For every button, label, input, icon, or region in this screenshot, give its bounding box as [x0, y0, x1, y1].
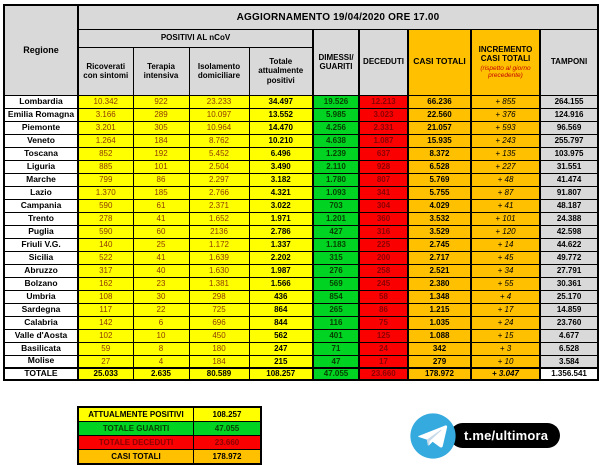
summary-label: TOTALE GUARITI — [78, 422, 194, 436]
table-row — [4, 342, 598, 355]
cell-tamponi: 31.551 — [540, 160, 598, 173]
cell-dimessi: 265 — [313, 303, 359, 316]
table-row — [4, 251, 598, 264]
cell-totale-positivi: 14.470 — [249, 121, 313, 134]
table-row — [4, 121, 598, 134]
cell-casi-totali: 1.215 — [408, 303, 471, 316]
cell-terapia: 22 — [133, 303, 189, 316]
cell-casi-totali: 279 — [408, 355, 471, 368]
cell-casi-totali: 22.560 — [408, 108, 471, 121]
table-row — [4, 134, 598, 147]
region-name: Valle d'Aosta — [4, 329, 78, 342]
cell-incremento: + 48 — [471, 173, 540, 186]
cell-isolamento: 2.504 — [189, 160, 249, 173]
cell-isolamento: 1.639 — [189, 251, 249, 264]
cell-casi-totali: 1.088 — [408, 329, 471, 342]
cell-dimessi: 4.256 — [313, 121, 359, 134]
cell-isolamento: 1.381 — [189, 277, 249, 290]
cell-totale-positivi: 6.496 — [249, 147, 313, 160]
column-header-casi-totali: CASI TOTALI — [408, 29, 471, 95]
cell-dimessi: 19.526 — [313, 95, 359, 108]
cell-tamponi: 49.772 — [540, 251, 598, 264]
cell-tamponi: 24.388 — [540, 212, 598, 225]
table-row — [4, 173, 598, 186]
cell-totale-positivi: 13.552 — [249, 108, 313, 121]
table-row — [4, 108, 598, 121]
summary-row — [78, 422, 261, 436]
region-name: Marche — [4, 173, 78, 186]
cell-incremento: + 855 — [471, 95, 540, 108]
cell-casi-totali: 15.935 — [408, 134, 471, 147]
cell-tamponi: 23.760 — [540, 316, 598, 329]
cell-incremento: + 24 — [471, 316, 540, 329]
totale-positivi: 108.257 — [249, 368, 313, 380]
telegram-link[interactable] — [410, 413, 560, 459]
cell-terapia: 192 — [133, 147, 189, 160]
cell-ricoverati: 1.370 — [78, 186, 133, 199]
cell-incremento: + 55 — [471, 277, 540, 290]
cell-incremento: + 41 — [471, 199, 540, 212]
incremento-note: (rispetto al giorno precedente) — [480, 64, 531, 79]
region-name: Toscana — [4, 147, 78, 160]
totale-tamponi: 1.356.541 — [540, 368, 598, 380]
cell-deceduti: 17 — [359, 355, 408, 368]
cell-totale-positivi: 1.971 — [249, 212, 313, 225]
totale-deceduti: 23.660 — [359, 368, 408, 380]
cell-ricoverati: 3.166 — [78, 108, 133, 121]
summary-value: 47.055 — [194, 422, 262, 436]
cell-dimessi: 71 — [313, 342, 359, 355]
cell-terapia: 23 — [133, 277, 189, 290]
cell-terapia: 184 — [133, 134, 189, 147]
cell-dimessi: 47 — [313, 355, 359, 368]
region-name: Liguria — [4, 160, 78, 173]
totale-row — [4, 368, 598, 380]
cell-incremento: + 15 — [471, 329, 540, 342]
cell-terapia: 41 — [133, 251, 189, 264]
summary-body — [78, 407, 261, 464]
cell-deceduti: 75 — [359, 316, 408, 329]
region-name: Lazio — [4, 186, 78, 199]
totale-terapia: 2.635 — [133, 368, 189, 380]
cell-dimessi: 2.110 — [313, 160, 359, 173]
totale-isolamento: 80.589 — [189, 368, 249, 380]
cell-deceduti: 200 — [359, 251, 408, 264]
cell-ricoverati: 799 — [78, 173, 133, 186]
region-name: Abruzzo — [4, 264, 78, 277]
incremento-label: INCREMENTO CASI TOTALI — [478, 45, 533, 64]
table-row — [4, 303, 598, 316]
cell-casi-totali: 5.769 — [408, 173, 471, 186]
covid-region-table — [3, 4, 599, 381]
cell-terapia: 86 — [133, 173, 189, 186]
cell-terapia: 8 — [133, 342, 189, 355]
cell-tamponi: 41.474 — [540, 173, 598, 186]
cell-deceduti: 125 — [359, 329, 408, 342]
cell-isolamento: 8.762 — [189, 134, 249, 147]
column-header-incremento — [471, 29, 540, 95]
cell-tamponi: 30.361 — [540, 277, 598, 290]
cell-deceduti: 225 — [359, 238, 408, 251]
cell-casi-totali: 3.532 — [408, 212, 471, 225]
column-header-isolamento: Isolamento domiciliare — [189, 47, 249, 95]
cell-dimessi: 854 — [313, 290, 359, 303]
cell-terapia: 4 — [133, 355, 189, 368]
column-header-tamponi: TAMPONI — [540, 29, 598, 95]
cell-terapia: 6 — [133, 316, 189, 329]
cell-isolamento: 1.172 — [189, 238, 249, 251]
cell-deceduti: 12.213 — [359, 95, 408, 108]
region-name: Trento — [4, 212, 78, 225]
cell-incremento: + 243 — [471, 134, 540, 147]
region-name: Friuli V.G. — [4, 238, 78, 251]
cell-incremento: + 101 — [471, 212, 540, 225]
column-header-dimessi: DIMESSI/ GUARITI — [313, 29, 359, 95]
cell-totale-positivi: 34.497 — [249, 95, 313, 108]
table-row — [4, 212, 598, 225]
cell-totale-positivi: 844 — [249, 316, 313, 329]
cell-incremento: + 376 — [471, 108, 540, 121]
cell-tamponi: 25.170 — [540, 290, 598, 303]
summary-label: TOTALE DECEDUTI — [78, 436, 194, 450]
cell-ricoverati: 117 — [78, 303, 133, 316]
cell-deceduti: 304 — [359, 199, 408, 212]
cell-tamponi: 124.916 — [540, 108, 598, 121]
region-name: Basilicata — [4, 342, 78, 355]
cell-terapia: 10 — [133, 329, 189, 342]
cell-incremento: + 593 — [471, 121, 540, 134]
cell-ricoverati: 140 — [78, 238, 133, 251]
bottom-section — [0, 406, 600, 465]
cell-totale-positivi: 562 — [249, 329, 313, 342]
summary-row — [78, 450, 261, 465]
region-name: Calabria — [4, 316, 78, 329]
cell-dimessi: 315 — [313, 251, 359, 264]
cell-tamponi: 103.975 — [540, 147, 598, 160]
cell-casi-totali: 1.348 — [408, 290, 471, 303]
cell-incremento: + 227 — [471, 160, 540, 173]
page-title: AGGIORNAMENTO 19/04/2020 ORE 17.00 — [78, 5, 598, 29]
cell-terapia: 185 — [133, 186, 189, 199]
cell-dimessi: 427 — [313, 225, 359, 238]
cell-isolamento: 10.097 — [189, 108, 249, 121]
table-row — [4, 264, 598, 277]
cell-terapia: 289 — [133, 108, 189, 121]
cell-ricoverati: 27 — [78, 355, 133, 368]
region-name: Campania — [4, 199, 78, 212]
cell-dimessi: 4.638 — [313, 134, 359, 147]
table-row — [4, 277, 598, 290]
cell-casi-totali: 3.529 — [408, 225, 471, 238]
cell-tamponi: 48.187 — [540, 199, 598, 212]
cell-dimessi: 569 — [313, 277, 359, 290]
cell-terapia: 922 — [133, 95, 189, 108]
cell-incremento: + 3 — [471, 342, 540, 355]
cell-incremento: + 135 — [471, 147, 540, 160]
telegram-handle[interactable]: t.me/ultimora — [450, 423, 560, 448]
table-row — [4, 160, 598, 173]
cell-dimessi: 401 — [313, 329, 359, 342]
column-header-deceduti: DECEDUTI — [359, 29, 408, 95]
cell-ricoverati: 590 — [78, 225, 133, 238]
table-row — [4, 95, 598, 108]
cell-dimessi: 276 — [313, 264, 359, 277]
cell-ricoverati: 590 — [78, 199, 133, 212]
cell-casi-totali: 2.745 — [408, 238, 471, 251]
cell-isolamento: 2.766 — [189, 186, 249, 199]
cell-deceduti: 245 — [359, 277, 408, 290]
totale-casi: 178.972 — [408, 368, 471, 380]
cell-totale-positivi: 436 — [249, 290, 313, 303]
cell-incremento: + 17 — [471, 303, 540, 316]
summary-value: 178.972 — [194, 450, 262, 465]
cell-terapia: 41 — [133, 212, 189, 225]
cell-dimessi: 1.201 — [313, 212, 359, 225]
cell-dimessi: 1.780 — [313, 173, 359, 186]
cell-deceduti: 258 — [359, 264, 408, 277]
table-row — [4, 355, 598, 368]
totale-label: TOTALE — [4, 368, 78, 380]
cell-tamponi: 6.528 — [540, 342, 598, 355]
cell-dimessi: 703 — [313, 199, 359, 212]
cell-tamponi: 3.584 — [540, 355, 598, 368]
cell-isolamento: 180 — [189, 342, 249, 355]
totale-ricoverati: 25.033 — [78, 368, 133, 380]
cell-isolamento: 450 — [189, 329, 249, 342]
cell-isolamento: 23.233 — [189, 95, 249, 108]
region-name: Lombardia — [4, 95, 78, 108]
cell-ricoverati: 142 — [78, 316, 133, 329]
telegram-icon[interactable] — [410, 413, 456, 459]
cell-terapia: 40 — [133, 264, 189, 277]
column-header-ricoverati: Ricoverati con sintomi — [78, 47, 133, 95]
cell-totale-positivi: 2.786 — [249, 225, 313, 238]
cell-casi-totali: 5.755 — [408, 186, 471, 199]
cell-ricoverati: 3.201 — [78, 121, 133, 134]
summary-value: 23.660 — [194, 436, 262, 450]
cell-ricoverati: 102 — [78, 329, 133, 342]
cell-tamponi: 4.677 — [540, 329, 598, 342]
cell-totale-positivi: 247 — [249, 342, 313, 355]
cell-terapia: 101 — [133, 160, 189, 173]
cell-dimessi: 5.985 — [313, 108, 359, 121]
cell-casi-totali: 6.528 — [408, 160, 471, 173]
cell-isolamento: 2136 — [189, 225, 249, 238]
cell-isolamento: 2.371 — [189, 199, 249, 212]
cell-ricoverati: 1.264 — [78, 134, 133, 147]
cell-casi-totali: 342 — [408, 342, 471, 355]
cell-casi-totali: 8.372 — [408, 147, 471, 160]
totale-incremento: + 3.047 — [471, 368, 540, 380]
cell-tamponi: 255.797 — [540, 134, 598, 147]
cell-incremento: + 10 — [471, 355, 540, 368]
cell-casi-totali: 21.057 — [408, 121, 471, 134]
column-header-regione: Regione — [4, 5, 78, 95]
table-row — [4, 186, 598, 199]
cell-incremento: + 14 — [471, 238, 540, 251]
cell-terapia: 305 — [133, 121, 189, 134]
cell-casi-totali: 2.380 — [408, 277, 471, 290]
cell-totale-positivi: 1.566 — [249, 277, 313, 290]
cell-totale-positivi: 2.202 — [249, 251, 313, 264]
cell-casi-totali: 1.035 — [408, 316, 471, 329]
summary-table — [77, 406, 262, 465]
table-row — [4, 290, 598, 303]
cell-deceduti: 3.023 — [359, 108, 408, 121]
cell-incremento: + 87 — [471, 186, 540, 199]
cell-dimessi: 1.093 — [313, 186, 359, 199]
cell-dimessi: 1.239 — [313, 147, 359, 160]
cell-deceduti: 86 — [359, 303, 408, 316]
region-name: Puglia — [4, 225, 78, 238]
cell-ricoverati: 522 — [78, 251, 133, 264]
cell-deceduti: 1.087 — [359, 134, 408, 147]
region-name: Molise — [4, 355, 78, 368]
cell-deceduti: 637 — [359, 147, 408, 160]
cell-isolamento: 1.630 — [189, 264, 249, 277]
cell-ricoverati: 278 — [78, 212, 133, 225]
cell-terapia: 61 — [133, 199, 189, 212]
table-row — [4, 147, 598, 160]
cell-deceduti: 316 — [359, 225, 408, 238]
cell-deceduti: 58 — [359, 290, 408, 303]
cell-totale-positivi: 3.182 — [249, 173, 313, 186]
region-name: Sicilia — [4, 251, 78, 264]
cell-terapia: 25 — [133, 238, 189, 251]
cell-totale-positivi: 3.022 — [249, 199, 313, 212]
region-name: Umbria — [4, 290, 78, 303]
cell-ricoverati: 852 — [78, 147, 133, 160]
cell-tamponi: 14.859 — [540, 303, 598, 316]
cell-isolamento: 298 — [189, 290, 249, 303]
cell-deceduti: 341 — [359, 186, 408, 199]
group-header-positivi: POSITIVI AL nCoV — [78, 29, 313, 47]
cell-totale-positivi: 10.210 — [249, 134, 313, 147]
cell-ricoverati: 108 — [78, 290, 133, 303]
cell-deceduti: 928 — [359, 160, 408, 173]
summary-row — [78, 407, 261, 422]
cell-deceduti: 2.331 — [359, 121, 408, 134]
summary-label: ATTUALMENTE POSITIVI — [78, 407, 194, 422]
table-row — [4, 329, 598, 342]
region-name: Bolzano — [4, 277, 78, 290]
summary-row — [78, 436, 261, 450]
cell-tamponi: 96.569 — [540, 121, 598, 134]
table-row — [4, 316, 598, 329]
cell-totale-positivi: 1.987 — [249, 264, 313, 277]
cell-dimessi: 116 — [313, 316, 359, 329]
table-row — [4, 225, 598, 238]
cell-casi-totali: 66.236 — [408, 95, 471, 108]
table-body — [4, 95, 598, 368]
column-header-totale-positivi: Totale attualmente positivi — [249, 47, 313, 95]
cell-deceduti: 24 — [359, 342, 408, 355]
cell-incremento: + 4 — [471, 290, 540, 303]
table-row — [4, 199, 598, 212]
region-name: Sardegna — [4, 303, 78, 316]
cell-tamponi: 27.791 — [540, 264, 598, 277]
cell-casi-totali: 2.521 — [408, 264, 471, 277]
cell-tamponi: 44.622 — [540, 238, 598, 251]
cell-isolamento: 5.452 — [189, 147, 249, 160]
cell-tamponi: 264.155 — [540, 95, 598, 108]
cell-dimessi: 1.183 — [313, 238, 359, 251]
cell-deceduti: 807 — [359, 173, 408, 186]
cell-tamponi: 42.598 — [540, 225, 598, 238]
cell-isolamento: 184 — [189, 355, 249, 368]
summary-label: CASI TOTALI — [78, 450, 194, 465]
cell-totale-positivi: 4.321 — [249, 186, 313, 199]
region-name: Piemonte — [4, 121, 78, 134]
cell-incremento: + 120 — [471, 225, 540, 238]
cell-isolamento: 696 — [189, 316, 249, 329]
cell-isolamento: 725 — [189, 303, 249, 316]
cell-totale-positivi: 1.337 — [249, 238, 313, 251]
cell-tamponi: 91.807 — [540, 186, 598, 199]
cell-isolamento: 2.297 — [189, 173, 249, 186]
cell-totale-positivi: 3.490 — [249, 160, 313, 173]
cell-ricoverati: 10.342 — [78, 95, 133, 108]
cell-deceduti: 360 — [359, 212, 408, 225]
cell-incremento: + 34 — [471, 264, 540, 277]
cell-ricoverati: 59 — [78, 342, 133, 355]
cell-casi-totali: 2.717 — [408, 251, 471, 264]
summary-value: 108.257 — [194, 407, 262, 422]
cell-isolamento: 1.652 — [189, 212, 249, 225]
totale-dimessi: 47.055 — [313, 368, 359, 380]
region-name: Emilia Romagna — [4, 108, 78, 121]
cell-ricoverati: 317 — [78, 264, 133, 277]
cell-incremento: + 45 — [471, 251, 540, 264]
cell-totale-positivi: 215 — [249, 355, 313, 368]
region-name: Veneto — [4, 134, 78, 147]
column-header-terapia: Terapia intensiva — [133, 47, 189, 95]
cell-casi-totali: 4.029 — [408, 199, 471, 212]
cell-totale-positivi: 864 — [249, 303, 313, 316]
cell-ricoverati: 162 — [78, 277, 133, 290]
cell-terapia: 60 — [133, 225, 189, 238]
table-row — [4, 238, 598, 251]
cell-isolamento: 10.964 — [189, 121, 249, 134]
cell-terapia: 30 — [133, 290, 189, 303]
cell-ricoverati: 885 — [78, 160, 133, 173]
